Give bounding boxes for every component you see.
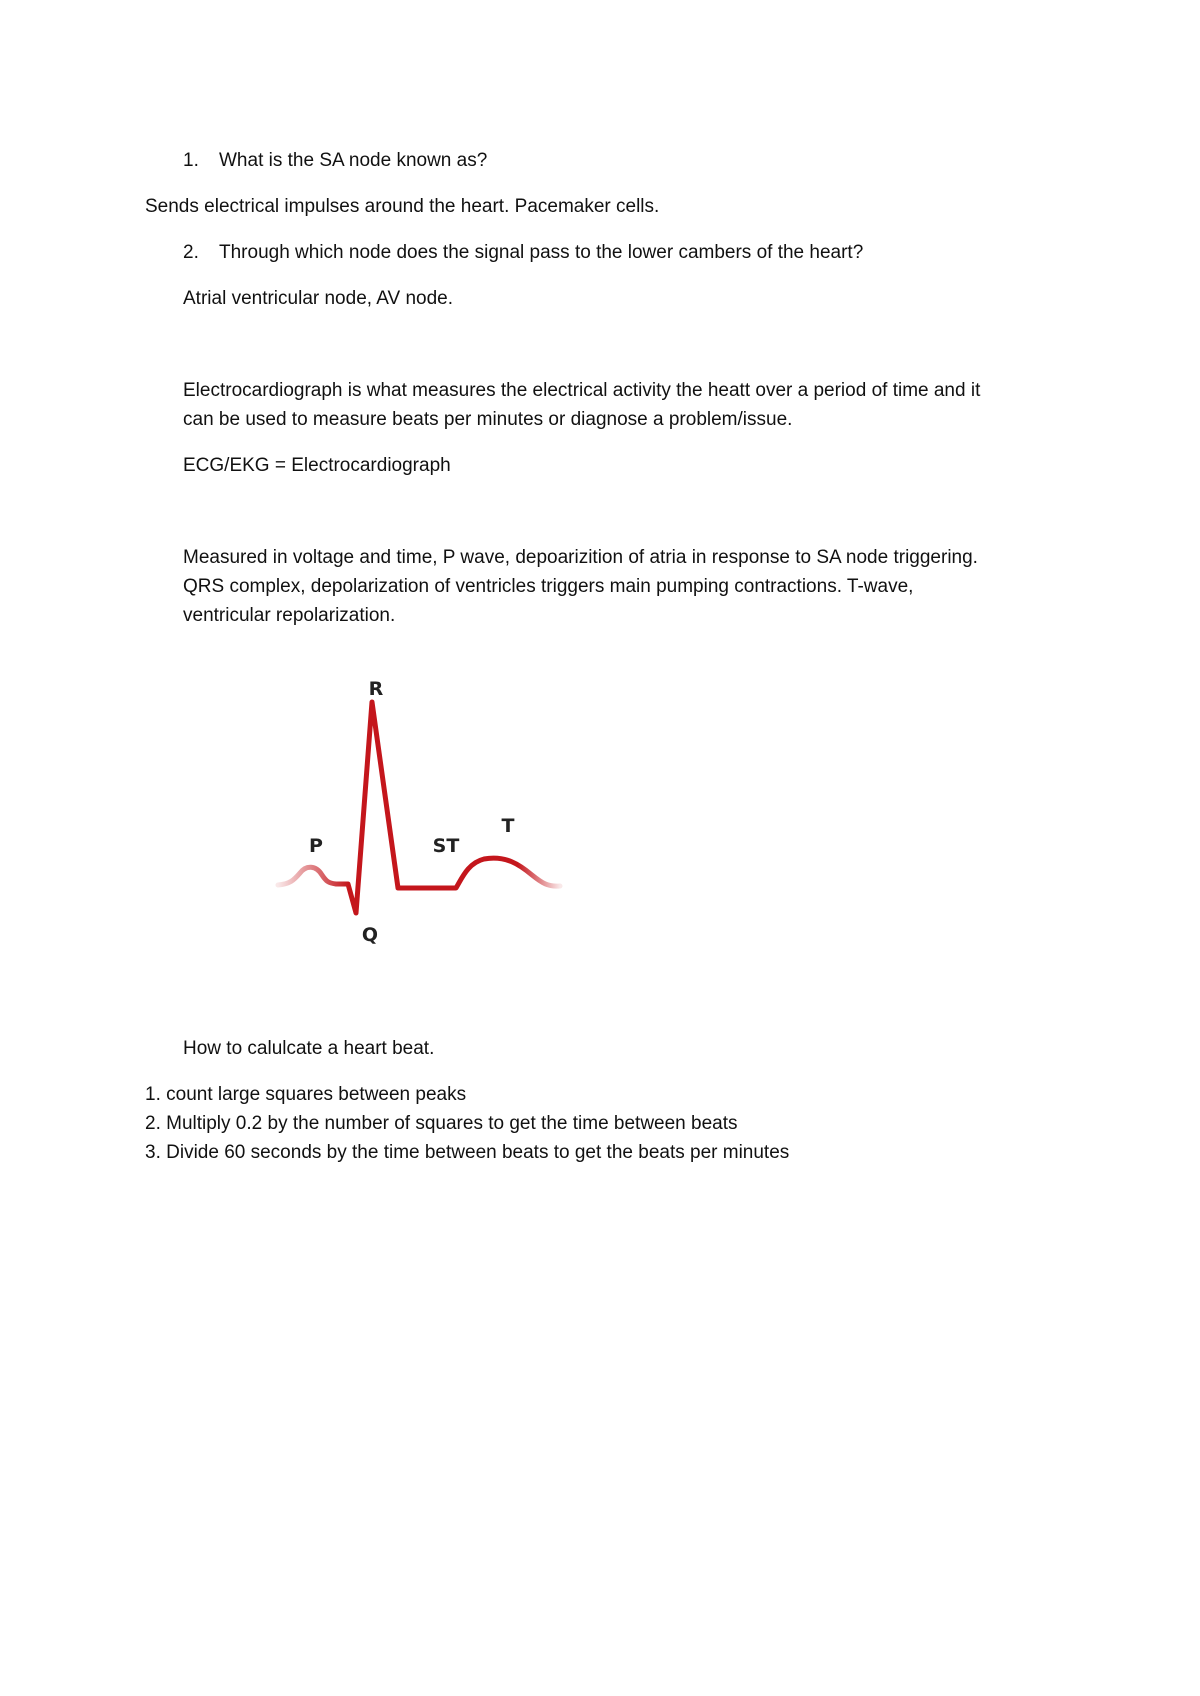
waves-description-line-2: QRS complex, depolarization of ventricles triggers main pumping contractions. T-wave, <box>183 576 914 597</box>
ecg-definition <box>183 376 980 434</box>
q-wave-label: Q <box>361 924 379 946</box>
r-wave-label: R <box>368 678 384 700</box>
question-2-number: 2. <box>183 242 199 263</box>
question-1-text: What is the SA node known as? <box>219 150 488 171</box>
heart-rate-step-1: 1. count large squares between peaks <box>145 1084 467 1105</box>
heart-rate-heading: How to calulcate a heart beat. <box>183 1038 435 1059</box>
st-segment-label: ST <box>432 835 460 857</box>
question-1 <box>183 146 487 175</box>
t-wave-label: T <box>501 815 515 837</box>
heart-rate-step-3: 3. Divide 60 seconds by the time between beats to get the beats per minutes <box>145 1142 790 1163</box>
waves-description-line-1: Measured in voltage and time, P wave, depoarizition of atria in response to SA node triggering. <box>183 547 978 568</box>
ecg-waveform-diagram <box>270 665 590 955</box>
answer-2: Atrial ventricular node, AV node. <box>183 288 454 309</box>
ecg-definition-line-2: can be used to measure beats per minutes or diagnose a problem/issue. <box>183 409 793 430</box>
ecg-definition-line-1: Electrocardiograph is what measures the electrical activity the heatt over a period of time and it <box>183 380 981 401</box>
heart-rate-steps <box>145 1080 789 1167</box>
answer-1: Sends electrical impulses around the heart. Pacemaker cells. <box>145 196 660 217</box>
p-wave-label: P <box>309 835 323 857</box>
question-1-number: 1. <box>183 150 199 171</box>
question-2-text: Through which node does the signal pass to the lower cambers of the heart? <box>219 242 864 263</box>
question-2 <box>183 238 863 267</box>
ecg-abbreviation: ECG/EKG = Electrocardiograph <box>183 455 451 476</box>
waves-description-line-3: ventricular repolarization. <box>183 605 396 626</box>
waves-description <box>183 543 978 630</box>
ecg-trace <box>278 702 560 913</box>
heart-rate-step-2: 2. Multiply 0.2 by the number of squares to get the time between beats <box>145 1113 738 1134</box>
